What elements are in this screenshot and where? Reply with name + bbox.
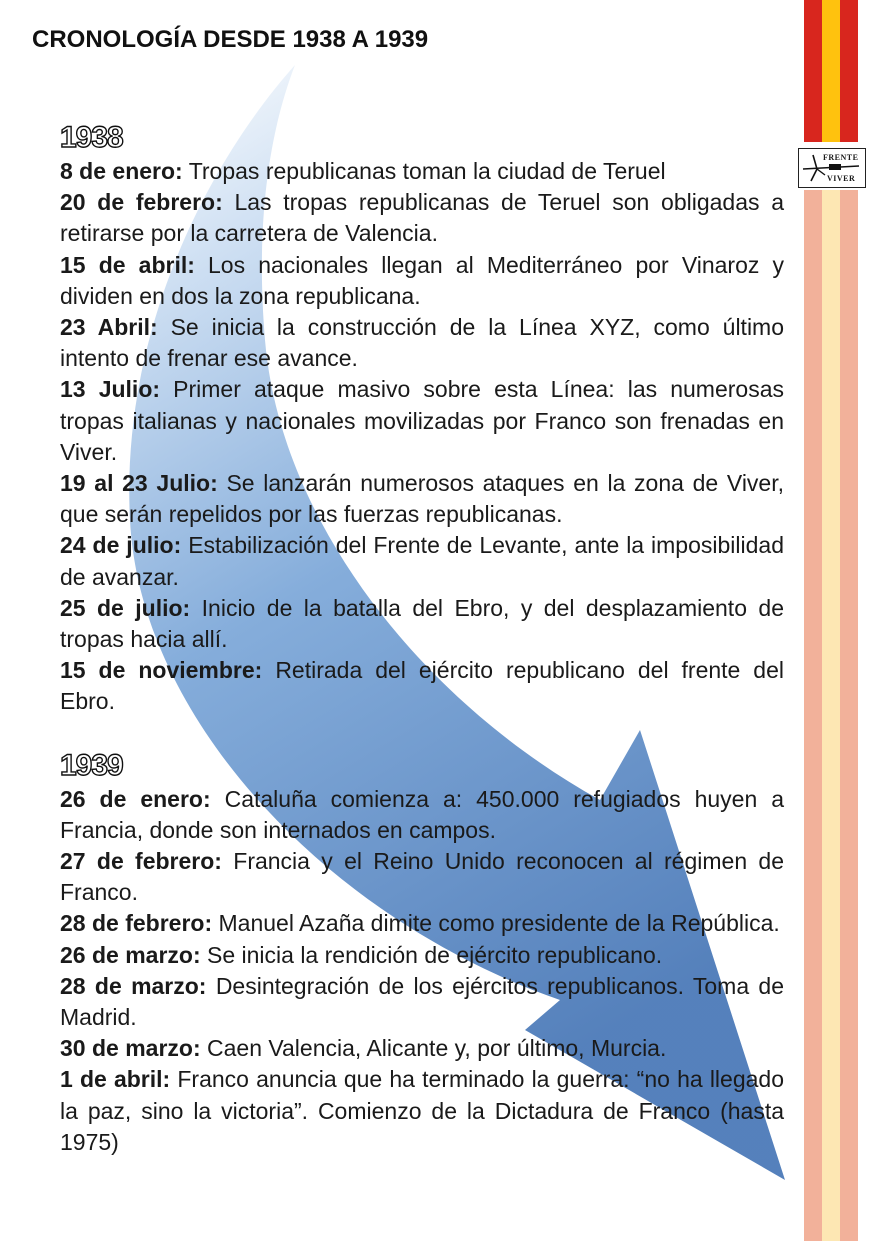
entry-date: 20 de febrero: (60, 189, 223, 216)
entry-date: 28 de febrero: (60, 910, 213, 937)
timeline-entry (60, 655, 784, 717)
entry-text: Primer ataque masivo sobre esta Línea: las numerosas tropas italianas y nacionales movilizadas por Franco son frenadas en Viver. (60, 376, 785, 465)
entry-date: 25 de julio: (60, 594, 191, 621)
timeline-content (60, 120, 784, 1158)
timeline-entry (60, 940, 784, 971)
entry-text: Se lanzarán numerosos ataques en la zona de Viver, que serán repelidos por las fuerzas republicanas. (60, 470, 785, 528)
entry-date: 23 Abril: (60, 314, 158, 341)
flag-top-band (804, 0, 858, 142)
timeline-entry (60, 468, 784, 530)
entry-date: 28 de marzo: (60, 972, 207, 999)
timeline-entry (60, 1064, 784, 1158)
entry-date: 27 de febrero: (60, 848, 222, 875)
timeline-entry (60, 250, 784, 312)
entry-date: 1 de abril: (60, 1066, 171, 1093)
timeline-entry (60, 846, 784, 908)
entry-text: Tropas republicanas toman la ciudad de Teruel (188, 158, 666, 184)
timeline-entry (60, 908, 784, 939)
frente-viver-logo (798, 148, 866, 188)
entry-date: 15 de noviembre: (60, 657, 263, 684)
entry-text: Desintegración de los ejércitos republicanos. Toma de Madrid. (60, 972, 785, 1031)
logo-text-viver: VIVER (827, 174, 856, 183)
timeline-entry (60, 1033, 784, 1064)
entry-text: Retirada del ejército republicano del frente del Ebro. (60, 657, 785, 715)
timeline-entry (60, 971, 784, 1033)
timeline-entry (60, 784, 784, 846)
entry-text: Las tropas republicanas de Teruel son obligadas a retirarse por la carretera de Valencia. (60, 189, 785, 247)
entry-text: Inicio de la batalla del Ebro, y del desplazamiento de tropas hacia allí. (60, 594, 785, 653)
year-heading-1938: 1938 (60, 121, 123, 154)
entry-text: Los nacionales llegan al Mediterráneo por Vinaroz y dividen en dos la zona republicana. (60, 251, 785, 309)
entry-text: Franco anuncia que ha terminado la guerra: “no ha llegado la paz, sino la victoria”. Comienzo de la Dictadura de Franco (hasta 1975) (60, 1066, 784, 1155)
entry-text: Estabilización del Frente de Levante, ante la imposibilidad de avanzar. (60, 532, 784, 590)
timeline-entry (60, 530, 784, 592)
page-title: CRONOLOGÍA DESDE 1938 A 1939 (32, 26, 429, 53)
entry-text: Francia y el Reino Unido reconocen al régimen de Franco. (60, 848, 785, 906)
timeline-entry (60, 374, 784, 468)
year-heading-1939: 1939 (60, 748, 123, 782)
entry-date: 24 de julio: (60, 532, 182, 559)
flag-faded-band (804, 190, 858, 1241)
entry-date: 13 Julio: (60, 376, 161, 403)
timeline-entry (60, 156, 784, 187)
entry-text: Manuel Azaña dimite como presidente de la República. (218, 910, 780, 937)
entry-date: 26 de marzo: (60, 941, 201, 968)
entry-text: Cataluña comienza a: 450.000 refugiados huyen a Francia, donde son internados en campos. (60, 785, 785, 843)
entry-text: Se inicia la construcción de la Línea XYZ, como último intento de frenar ese avance. (60, 314, 785, 372)
entry-text: Caen Valencia, Alicante y, por último, Murcia. (207, 1035, 667, 1062)
entry-date: 8 de enero: (60, 158, 183, 184)
timeline-entry (60, 187, 784, 249)
entry-date: 30 de marzo: (60, 1035, 201, 1062)
timeline-entry (60, 312, 784, 374)
entry-date: 26 de enero: (60, 785, 211, 812)
entry-text: Se inicia la rendición de ejército republicano. (207, 941, 663, 968)
entry-date: 15 de abril: (60, 251, 195, 278)
logo-text-frente: FRENTE (823, 153, 859, 162)
entry-date: 19 al 23 Julio: (60, 470, 218, 497)
timeline-entry (60, 593, 784, 655)
